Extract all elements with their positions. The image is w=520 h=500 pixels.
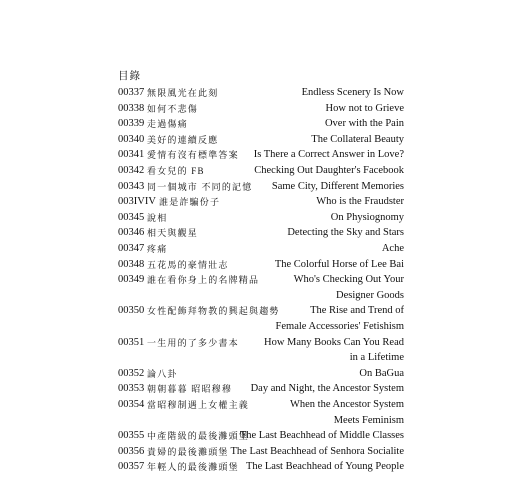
toc-entry-chinese-title: 貴婦的最後灘頭堡 — [147, 446, 229, 457]
toc-entry-english-title: The Rise and Trend of — [310, 305, 404, 317]
toc-entry-code: 00349 — [118, 274, 145, 286]
toc-entry-code: 00337 — [118, 87, 145, 98]
toc-entry-english-title: Over with the Pain — [324, 118, 404, 130]
toc-entry-chinese-title: 看女兒的 FB — [147, 166, 205, 176]
toc-heading: 目錄 — [118, 71, 141, 82]
toc-entry — [118, 241, 404, 256]
toc-entry-chinese-title: 同一個城市 不同的記憶 — [147, 181, 253, 192]
toc-entry-chinese-title: 美好的連續反應 — [147, 134, 219, 145]
toc-entry-english-title: Who's Checking Out Your — [293, 274, 404, 286]
toc-entry — [118, 303, 404, 318]
toc-entry-english-title: Same City, Different Memories — [271, 180, 404, 192]
toc-entry-english-title: On Physiognomy — [330, 211, 404, 223]
toc-entry — [118, 335, 404, 350]
toc-entry-chinese-title: 五花馬的豪情壯志 — [147, 259, 229, 270]
toc-entry — [118, 116, 404, 131]
toc-entry-chinese-title: 愛情有沒有標準答案 — [147, 150, 239, 161]
toc-entry-chinese-title: 走過傷痛 — [147, 119, 188, 130]
toc-entry-english-title: Ache — [381, 243, 404, 254]
toc-entry — [118, 194, 404, 209]
toc-entry-code: 00341 — [118, 149, 145, 161]
toc-entry-code: 00347 — [118, 243, 145, 254]
toc-entry-english-title: Who is the Fraudster — [316, 196, 404, 208]
toc-entry-chinese-title: 女性配飾拜物教的興起與趨勢 — [147, 306, 280, 317]
toc-entry — [118, 163, 404, 178]
toc-entry-english-title: The Collateral Beauty — [311, 133, 404, 145]
toc-entry-chinese-title: 朝朝暮暮 昭昭穆穆 — [147, 384, 233, 395]
toc-entry-code: 00355 — [118, 430, 145, 442]
toc-entry — [118, 225, 404, 240]
toc-entry-code: 00348 — [118, 258, 145, 270]
toc-entry-english-title: Day and Night, the Ancestor System — [250, 383, 404, 395]
toc-entry-code: 00342 — [118, 165, 145, 176]
toc-entry-chinese-title: 論八卦 — [147, 368, 178, 379]
toc-entry-english-title: How not to Grieve — [325, 102, 404, 114]
toc-entry-english-title: Meets Feminism — [333, 414, 404, 426]
toc-entry-english-title: The Last Beachhead of Young People — [245, 461, 404, 473]
toc-entry — [118, 132, 404, 147]
toc-entry-code: 00357 — [118, 461, 145, 473]
toc-entry-chinese-title: 無限風光在此刻 — [147, 88, 219, 98]
toc-entry-chinese-title: 相天與觀星 — [147, 228, 199, 239]
toc-entry — [118, 459, 404, 474]
toc-entry-continuation — [118, 288, 404, 303]
toc-entry-code: 00353 — [118, 383, 145, 395]
toc-entry-english-title: When the Ancestor System — [289, 399, 404, 410]
toc-entry-code: 00339 — [118, 118, 145, 130]
toc-entry — [118, 366, 404, 381]
toc-entry-english-title: How Many Books Can You Read — [263, 336, 404, 348]
toc-entry-code: 00351 — [118, 336, 145, 348]
toc-entry-continuation — [118, 413, 404, 428]
toc-entry — [118, 85, 404, 100]
toc-entry-chinese-title: 一生用的了多少書本 — [147, 337, 239, 348]
toc-entry-english-title: Checking Out Daughter's Facebook — [254, 165, 404, 176]
toc-entry-code: 003IVIV — [118, 196, 156, 208]
toc-entry — [118, 101, 404, 116]
toc-entry-chinese-title: 中產階級的最後灘頭堡 — [147, 431, 250, 442]
toc-entry — [118, 147, 404, 162]
toc-entry-english-title: Female Accessories' Fetishism — [275, 321, 404, 332]
toc-entry-code: 00354 — [118, 399, 145, 410]
toc-entry-code: 00340 — [118, 133, 145, 145]
toc-entry-code: 00343 — [118, 180, 145, 192]
toc-entry-code: 00338 — [118, 102, 145, 114]
toc-entry-chinese-title: 說相 — [147, 212, 168, 223]
toc-entry — [118, 428, 404, 443]
toc-entry-code: 00352 — [118, 367, 145, 379]
toc-entry — [118, 444, 404, 459]
toc-entry-english-title: Endless Scenery Is Now — [301, 87, 404, 98]
toc-entry-english-title: The Last Beachhead of Senhora Socialite — [230, 445, 404, 457]
toc-entry-english-title: Is There a Correct Answer in Love? — [253, 149, 404, 161]
toc-entry — [118, 257, 404, 272]
toc-entry-chinese-title: 當昭穆制遇上女權主義 — [147, 400, 250, 410]
toc-entry-english-title: Designer Goods — [336, 289, 404, 301]
toc-entry-continuation — [118, 350, 404, 365]
toc-entry-chinese-title: 疼痛 — [147, 244, 168, 254]
toc-entry-english-title: Detecting the Sky and Stars — [287, 227, 404, 239]
toc-entry — [118, 397, 404, 412]
toc-entry-code: 00346 — [118, 227, 145, 239]
toc-entry-continuation — [118, 319, 404, 334]
toc-entry — [118, 272, 404, 287]
toc-entry-chinese-title: 年輕人的最後灘頭堡 — [147, 462, 239, 473]
toc-entry — [118, 210, 404, 225]
toc-entry — [118, 381, 404, 396]
toc-entry-chinese-title: 誰是詐騙份子 — [159, 197, 221, 208]
toc-entry-english-title: The Colorful Horse of Lee Bai — [274, 258, 404, 270]
toc-entry-chinese-title: 如何不悲傷 — [147, 103, 199, 114]
toc-entry — [118, 179, 404, 194]
toc-entry-english-title: in a Lifetime — [349, 352, 404, 364]
toc-entry-english-title: On BaGua — [359, 367, 404, 379]
toc-entry-chinese-title: 誰在看你身上的名牌精品 — [147, 275, 260, 286]
toc-entry-code: 00356 — [118, 445, 145, 457]
toc-entry-code: 00350 — [118, 305, 145, 317]
toc-entry-code: 00345 — [118, 211, 145, 223]
toc-entry-english-title: The Last Beachhead of Middle Classes — [239, 430, 404, 442]
